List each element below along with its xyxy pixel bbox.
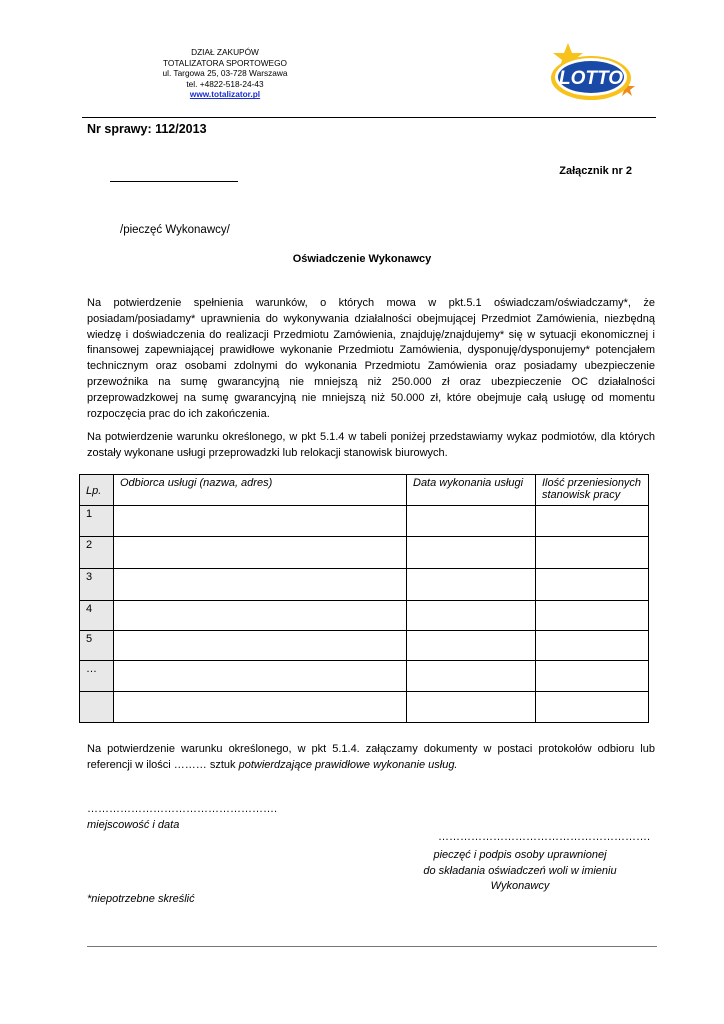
recipient-cell[interactable] [114,631,407,661]
header-line: ul. Targowa 25, 03-728 Warszawa [162,68,288,79]
row-number: 2 [80,537,114,569]
lotto-logo [545,40,637,104]
count-cell[interactable] [536,631,649,661]
row-number: 4 [80,601,114,631]
row-number: 3 [80,569,114,601]
count-cell[interactable] [536,601,649,631]
statement-paragraph: Na potwierdzenie spełnienia warunków, o których mowa w pkt.5.1 oświadczam/oświadczamy*, że posiadam/posiadamy* uprawnienia do wykonywania działalności obejmującej Przedmiot Zamówienia, niezbędną wiedzę i doświadczenia do realizacji Przedmiotu Zamówienia, znajduję/znajdujemy* się w sytuacji ekonomicznej i finansowej zapewniającej prawidłowe wykonanie Przedmiotu Zamówienia, dysponuję/dysponujemy* potencjałem technicznym oraz osobami zdolnymi do wykonania Przedmiotu Zamówienia oraz posiadamy ubezpieczenie przewoźnika na sumę gwarancyjną nie mniejszą niż 250.000 zł oraz ubezpieczenie OC działalności przeprowadzkowej na sumę gwarancyjną nie mniejszą niż 50.000 zł, które obejmuje całą usługę od momentu rozpoczęcia prac do ich zakończenia. [87,297,655,420]
row-number: … [80,661,114,692]
signature-label-line: Wykonawcy [490,880,550,892]
header-line: tel. +4822-518-24-43 [186,78,264,89]
table-header-row [80,475,649,506]
row-number: 1 [80,506,114,537]
recipient-cell[interactable] [114,569,407,601]
count-cell[interactable] [536,506,649,537]
signature-label-line: pieczęć i podpis osoby uprawnionej [433,849,607,861]
contractor-seal-label: /pieczęć Wykonawcy/ [120,224,230,236]
date-cell[interactable] [407,537,536,569]
attachments-paragraph [87,742,655,774]
date-cell[interactable] [407,631,536,661]
date-cell[interactable] [407,569,536,601]
signature-label-line: do składania oświadczeń woli w imieniu [423,864,617,877]
seal-line [110,181,238,182]
logo-text: LOTTO [558,68,624,89]
table-row [80,506,649,537]
case-number: Nr sprawy: 112/2013 [87,122,207,136]
attachments-text: Na potwierdzenie warunku określonego, w pkt 5.1.4. załączamy dokumenty w postaci protokołów odbioru lub referencji w ilości ……… sztuk [87,743,655,771]
table-intro-paragraph: Na potwierdzenie warunku określonego, w pkt 5.1.4 w tabeli poniżej przedstawiamy wykaz podmiotów, dla których zostały wykonane usługi przeprowadzki lub relokacji stanowisk biurowych. [87,431,655,459]
date-cell[interactable] [407,601,536,631]
table-row [80,537,649,569]
footnote: *niepotrzebne skreślić [87,893,195,905]
footer-divider [87,946,657,947]
recipient-cell[interactable] [114,661,407,692]
header-line: DZIAŁ ZAKUPÓW [191,47,259,57]
header-cell-date: Data wykonania usługi [407,475,536,506]
place-date-label: miejscowość i data [87,819,180,831]
header-cell-lp: Lp. [80,475,114,506]
count-cell[interactable] [536,537,649,569]
header-cell-recipient: Odbiorca usługi (nazwa, adres) [114,475,407,506]
row-number: 5 [80,631,114,661]
header-divider [82,117,656,118]
row-number [80,692,114,723]
website-link[interactable]: www.totalizator.pl [189,89,261,100]
table-row [80,569,649,601]
date-cell[interactable] [407,661,536,692]
count-cell[interactable] [536,661,649,692]
company-header [110,47,340,100]
header-line: TOTALIZATORA SPORTOWEGO [162,57,287,68]
attachment-label: Załącznik nr 2 [559,165,632,177]
attachments-text-italic: potwierdzające prawidłowe wykonanie usług. [238,758,458,771]
count-cell[interactable] [536,569,649,601]
services-table [79,474,649,723]
recipient-cell[interactable] [114,601,407,631]
table-row [80,601,649,631]
count-cell[interactable] [536,692,649,723]
recipient-cell[interactable] [114,506,407,537]
header-cell-count: Ilość przeniesionych stanowisk pracy [536,475,649,506]
date-cell[interactable] [407,692,536,723]
place-date-dots[interactable]: ……………………………………………. [87,803,278,815]
page-title: Oświadczenie Wykonawcy [292,253,432,265]
date-cell[interactable] [407,506,536,537]
recipient-cell[interactable] [114,537,407,569]
signature-dots[interactable]: …………………………………………………. [438,831,651,843]
recipient-cell[interactable] [114,692,407,723]
table-row [80,692,649,723]
signature-label [400,848,640,895]
table-row [80,631,649,661]
table-row [80,661,649,692]
